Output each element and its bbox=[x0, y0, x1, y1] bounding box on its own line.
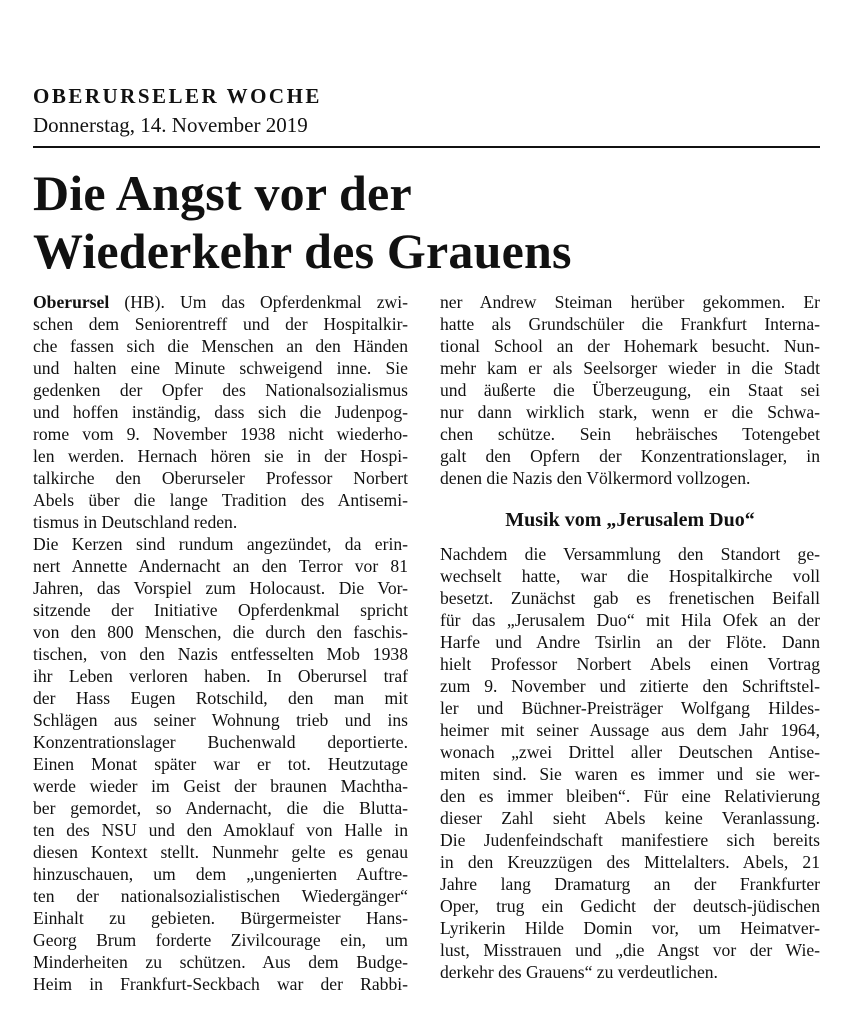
article-line: der Hass Eugen Rotschild, den man mit bbox=[33, 688, 408, 708]
article-line: miten sind. Sie waren es immer und sie wer- bbox=[440, 764, 820, 784]
article-line: zum 9. November und zitierte den Schriftstel- bbox=[440, 676, 820, 696]
article-line: Abels über die lange Tradition des Antisemi- bbox=[33, 490, 408, 510]
article-line: heimer mit seiner Aussage aus dem Jahr 1964, bbox=[440, 720, 820, 740]
article-line: gedenken der Opfer des Nationalsozialismus bbox=[33, 380, 408, 400]
article-line: Einhalt zu gebieten. Bürgermeister Hans- bbox=[33, 908, 408, 928]
article-line: den es immer bleiben“. Für eine Relativierung bbox=[440, 786, 820, 806]
article-line: Oper, trug ein Gedicht der deutsch-jüdischen bbox=[440, 896, 820, 916]
article-line: che fassen sich die Menschen an den Händen bbox=[33, 336, 408, 356]
article-line: wonach „zwei Drittel aller Deutschen Antise- bbox=[440, 742, 820, 762]
article-line: hatte als Grundschüler die Frankfurt Interna- bbox=[440, 314, 820, 334]
article-line: Jahren, das Vorspiel zum Holocaust. Die Vor- bbox=[33, 578, 408, 598]
article-line: Jahre lang Dramaturg an der Frankfurter bbox=[440, 874, 820, 894]
article-line: für das „Jerusalem Duo“ mit Hila Ofek an der bbox=[440, 610, 820, 630]
article-line: werde wieder im Geist der braunen Machtha- bbox=[33, 776, 408, 796]
article-line: in den Kreuzzügen des Mittelalters. Abels, 21 bbox=[440, 852, 820, 872]
masthead: OBERURSELER WOCHE bbox=[33, 84, 322, 108]
article-line: ler und Büchner-Preisträger Wolfgang Hildes- bbox=[440, 698, 820, 718]
article-line: ihr Leben verloren haben. In Oberursel traf bbox=[33, 666, 408, 686]
article-line: Einen Monat später war er tot. Heutzutage bbox=[33, 754, 408, 774]
headline bbox=[33, 164, 572, 280]
article-line: Lyrikerin Hilde Domin vor, um Heimatver- bbox=[440, 918, 820, 938]
article-line: dieser Zahl sieht Abels keine Veranlassung. bbox=[440, 808, 820, 828]
article-line: rome vom 9. November 1938 nicht wiederho- bbox=[33, 424, 408, 444]
article-line: diesen Kontext stellt. Nunmehr gelte es genau bbox=[33, 842, 408, 862]
article-line: nur dann wirklich stark, wenn er die Schwa- bbox=[440, 402, 820, 422]
article-line: Minderheiten zu schützen. Aus dem Budge- bbox=[33, 952, 408, 972]
article-line: Die Judenfeindschaft manifestiere sich bereits bbox=[440, 830, 820, 850]
article-line: lust, Misstrauen und „die Angst vor der Wie- bbox=[440, 940, 820, 960]
article-line: len werden. Hernach hören sie in der Hospi- bbox=[33, 446, 408, 466]
article-line: galt den Opfern der Konzentrationslager, in bbox=[440, 446, 820, 466]
article-line: tismus in Deutschland reden. bbox=[33, 512, 238, 532]
article-line: hielt Professor Norbert Abels einen Vortrag bbox=[440, 654, 820, 674]
article-line: derkehr des Grauens“ zu verdeutlichen. bbox=[440, 962, 718, 982]
article-line: denen die Nazis den Völkermord vollzogen. bbox=[440, 468, 751, 488]
article-line: ner Andrew Steiman herüber gekommen. Er bbox=[440, 292, 820, 312]
article-line: besetzt. Zunächst gab es frenetischen Beifall bbox=[440, 588, 820, 608]
article-line: Nachdem die Versammlung den Standort ge- bbox=[440, 544, 820, 564]
article-line: nert Annette Andernacht an den Terror vor 81 bbox=[33, 556, 408, 576]
article-line: tischen, von den Nazis entfesselten Mob 1938 bbox=[33, 644, 408, 664]
article-line: chen schütze. Sein hebräisches Totengebet bbox=[440, 424, 820, 444]
article-line: ten des NSU und den Amoklauf von Halle in bbox=[33, 820, 408, 840]
article-line: ten der nationalsozialistischen Wiedergänger“ bbox=[33, 886, 408, 906]
article-column-1 bbox=[33, 291, 408, 995]
article-line: Konzentrationslager Buchenwald deportierte. bbox=[33, 732, 408, 752]
article-line: wechselt hatte, war die Hospitalkirche voll bbox=[440, 566, 820, 586]
article-line-text: (HB). Um das Opferdenkmal zwi- bbox=[109, 292, 408, 312]
headline-line-1: Die Angst vor der bbox=[33, 165, 412, 221]
article-line: talkirche den Oberurseler Professor Norbert bbox=[33, 468, 408, 488]
article-line: Die Kerzen sind rundum angezündet, da erin- bbox=[33, 534, 408, 554]
article-line: Harfe und Andre Tsirlin an der Flöte. Dann bbox=[440, 632, 820, 652]
article-line: ber gemordet, so Andernacht, die die Blutta- bbox=[33, 798, 408, 818]
article-line: und äußerte die Überzeugung, ein Staat sei bbox=[440, 380, 820, 400]
article-line: mehr kam er als Seelsorger wieder in die Stadt bbox=[440, 358, 820, 378]
article-line: und hoffen inständig, dass sich die Judenpog- bbox=[33, 402, 408, 422]
article-line: Georg Brum forderte Zivilcourage ein, um bbox=[33, 930, 408, 950]
article-line: Heim in Frankfurt-Seckbach war der Rabbi- bbox=[33, 974, 408, 994]
article-column-2 bbox=[440, 291, 820, 983]
article-line: tional School an der Hohemark besucht. Nun- bbox=[440, 336, 820, 356]
dateline: Oberursel bbox=[33, 292, 110, 312]
article-line: schen dem Seniorentreff und der Hospitalkir- bbox=[33, 314, 408, 334]
header-rule bbox=[33, 146, 820, 148]
article-line: von den 800 Menschen, die durch den faschis- bbox=[33, 622, 408, 642]
article-line bbox=[33, 291, 408, 313]
subheading: Musik vom „Jerusalem Duo“ bbox=[505, 509, 755, 531]
article-line: sitzende der Initiative Opferdenkmal spricht bbox=[33, 600, 408, 620]
headline-line-2: Wiederkehr des Grauens bbox=[33, 223, 572, 279]
issue-date: Donnerstag, 14. November 2019 bbox=[33, 113, 308, 137]
article-line: und halten eine Minute schweigend inne. Sie bbox=[33, 358, 408, 378]
article-line: hinzuschauen, um dem „ungenierten Auftre- bbox=[33, 864, 408, 884]
article-line: Schlägen aus seiner Wohnung trieb und ins bbox=[33, 710, 408, 730]
